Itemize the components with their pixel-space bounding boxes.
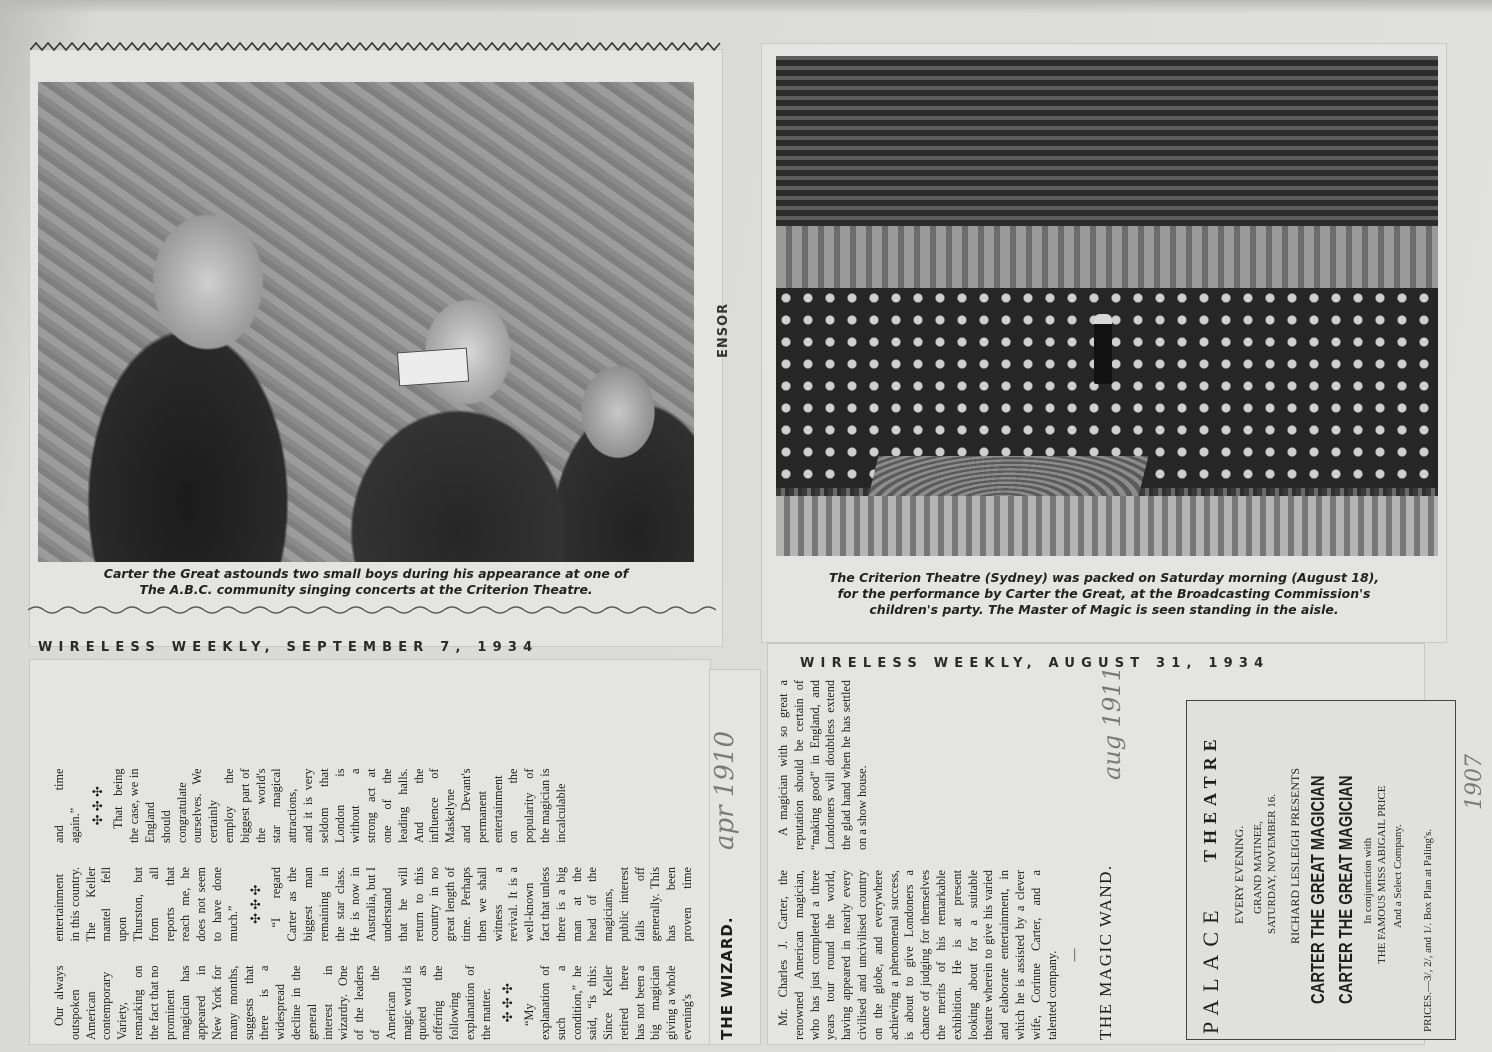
playbill-prices: PRICES.—3/, 2/, and 1/. Box Plan at Paling's. — [1422, 828, 1434, 1032]
ornament-divider: ✣ ✣ ✣ — [89, 786, 105, 826]
wireless-paragraph-2: “My explanation of such a condition,” he said, “is this: Since Keller retired there has not been a big magician giving a whole evening's entertainment in this country. The Keller mantel fell upon Thurston, but from all reports that reach me, he does not seem to have done much.” — [52, 867, 695, 1040]
playbill-company: And a Select Company. — [1392, 824, 1404, 928]
theatre-balcony — [776, 56, 1438, 236]
playbill-every-evening: EVERY EVENING. — [1232, 825, 1246, 924]
left-caption-line1: Carter the Great astounds two small boys during his appearance at one of — [103, 566, 629, 581]
magic-wand-heading: THE MAGIC WAND. — [1096, 864, 1115, 1040]
right-caption-line3: children's party. The Master of Magic is seen standing in the aisle. — [869, 602, 1339, 617]
fold-text: ENSOR — [716, 302, 731, 358]
magic-wand-paragraph-2: A magician with so great a reputation should be certain of “making good” in England, and Londoners will doubtless extend the glad hand when he has settled on a show house. — [776, 680, 869, 850]
ornament-divider: ✣ ✣ ✣ — [247, 884, 263, 924]
wizard-heading: THE WIZARD. — [718, 916, 736, 1040]
magic-wand-paragraph-1: Mr. Charles J. Carter, the renowned American magician, who has just completed a three years tour round the world, having appeared in nearly every civilised and uncivilised country on the globe, and everywhere achieving a phenomenal success, is about to give Londoners a chance of judging for themselves the merits of his remarkable exhibition. He is at present looking about for a suitable theatre wherein to give his varied and elaborate entertainment, in which he is assisted by a clever wife, Corinne Carter, and a talented company. — [776, 870, 1059, 1040]
wireless-paragraph-1: Our always outspoken American contemporary Variety, remarking on the fact that no prominent magician has appeared in New York for many months, suggests that there is a widespread decline in the general interest in wizardry. One of the leaders of the American magic world is quoted as offering the following explanation of the matter. — [52, 965, 493, 1040]
right-caption-line2: for the performance by Carter the Great, at the Broadcasting Commission's — [837, 586, 1371, 601]
playbill-co-star: THE FAMOUS MISS ABIGAIL PRICE — [1376, 785, 1388, 964]
playbill-theatre-left: PALACE — [1198, 902, 1223, 1034]
left-caption-line2: The A.B.C. community singing concerts at the Criterion Theatre. — [139, 582, 593, 597]
dash-divider: — — [1066, 948, 1082, 962]
magic-wand-text — [776, 680, 1086, 1040]
wireless-article-text — [52, 670, 704, 1040]
page-shadow — [0, 0, 1492, 14]
wireless-paragraph-4: That being the case, we in England should congratulate ourselves. We certainly employ the biggest part of the world's star magical attractions, and it is very seldom that London is without a strong act at one of the leading halls. And the influence of Maskelyne and Devant's permanent entertainment on the popularity of the magician is incalculable — [111, 768, 568, 843]
wizard-handwritten-date: apr 1910 — [710, 730, 740, 850]
wireless-paragraph-3: “I regard Carter as the biggest man remaining in the star class. He is now in Australia, but I understand that he will return to this country in no great length of time. Perhaps then we shall witness a revival. It is a well-known fact that unless there is a big man at the head of the magicians, public interest falls off generally. This has been proven time and time again.” — [52, 768, 695, 942]
ornament-divider: ✣ ✣ ✣ — [500, 983, 516, 1023]
wavy-edge-left — [28, 604, 716, 616]
right-caption — [770, 570, 1438, 618]
playbill-conjunction: In conjunction with — [1362, 837, 1374, 924]
playbill-star-2: CARTER THE GREAT MAGICIAN — [1336, 775, 1356, 1004]
playing-cards — [397, 348, 469, 387]
left-masthead: WIRELESS WEEKLY, SEPTEMBER 7, 1934 — [38, 640, 539, 655]
right-caption-line1: The Criterion Theatre (Sydney) was packed on Saturday morning (August 18), — [828, 570, 1380, 585]
left-caption — [38, 566, 694, 598]
playbill-date: SATURDAY, NOVEMBER 16. — [1266, 794, 1278, 934]
playbill-presenter: RICHARD LESLEIGH PRESENTS — [1288, 767, 1302, 944]
magic-wand-handwritten-date: aug 1911 — [1098, 666, 1126, 780]
right-masthead: WIRELESS WEEKLY, AUGUST 31, 1934 — [800, 656, 1270, 671]
playbill-content — [1196, 708, 1448, 1034]
photo-carter-with-boys — [38, 82, 694, 562]
playbill-handwritten-year: 1907 — [1462, 754, 1487, 810]
playbill-star-1: CARTER THE GREAT MAGICIAN — [1308, 775, 1328, 1004]
playbill-theatre-right: THEATRE — [1200, 733, 1220, 862]
theatre-rail — [776, 226, 1438, 288]
photo-criterion-theatre — [776, 56, 1438, 556]
magician-figure — [1094, 314, 1112, 384]
playbill-matinee: GRAND MATINEE, — [1252, 821, 1264, 914]
zigzag-edge-top-left — [30, 40, 722, 54]
stage-front — [776, 496, 1438, 556]
